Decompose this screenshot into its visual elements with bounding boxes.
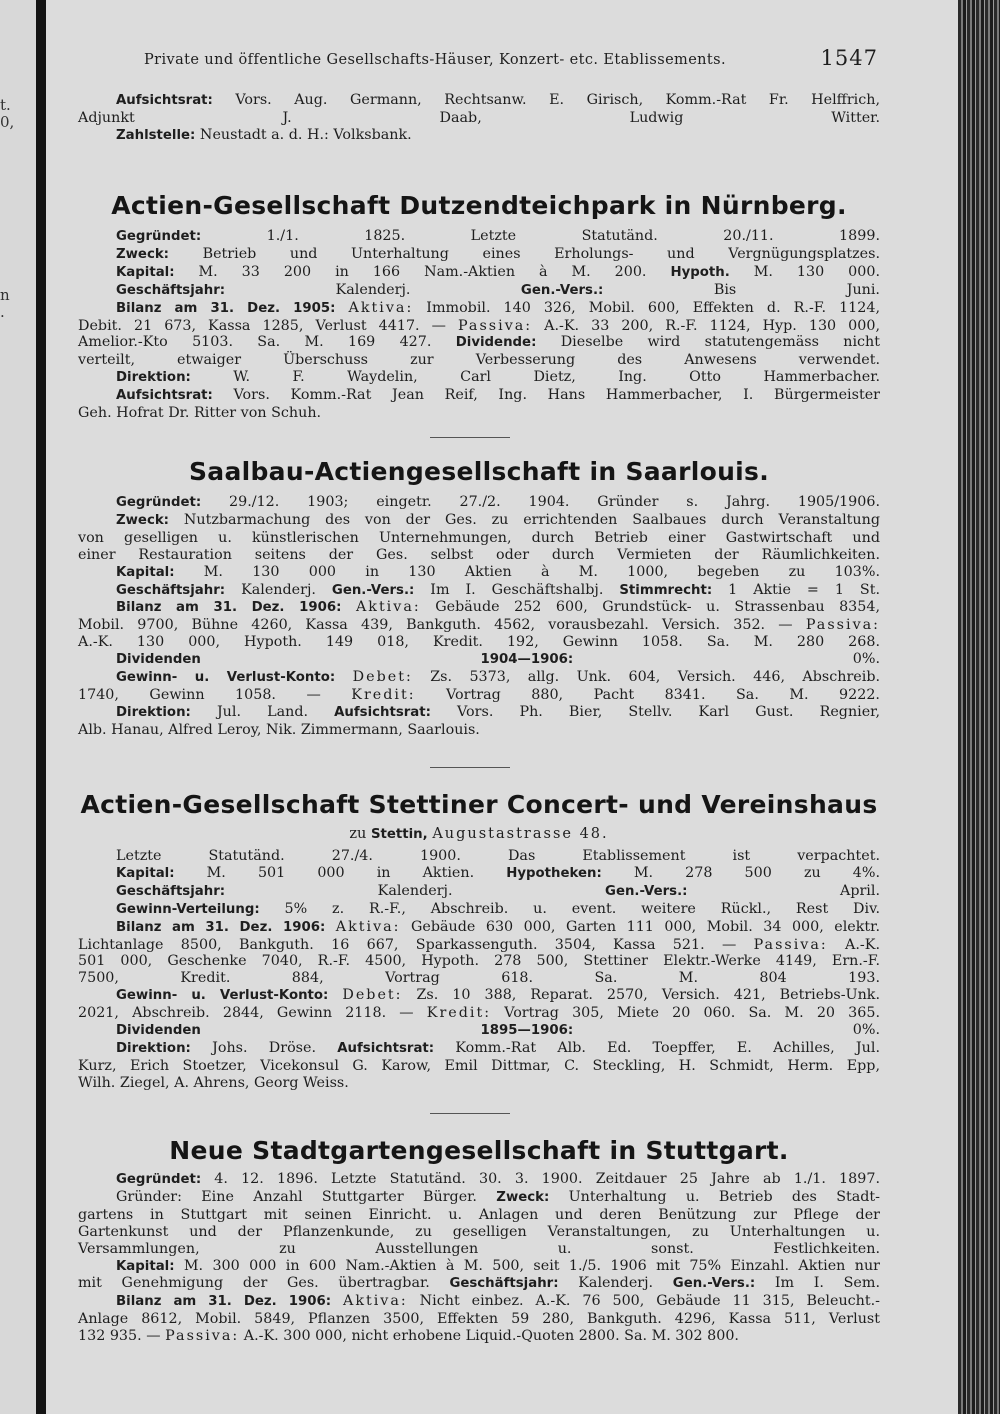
text-run: Im I. Geschäftshalbj. <box>414 581 620 598</box>
running-title: Private und öffentliche Gesellschafts-Häuser, Konzert- etc. Etablissements. <box>144 52 726 68</box>
text-run: W. F. Waydelin, Carl Dietz, Ing. Otto Hammerbacher. <box>190 369 880 386</box>
text-line <box>78 127 880 145</box>
margin-fragment: t. <box>0 96 11 114</box>
field-label: Aufsichtsrat: <box>116 93 213 108</box>
text-line <box>78 369 880 387</box>
text-line <box>78 970 880 987</box>
text-run: Betrieb und Unterhaltung eines Erholungs- und Vergnügungsplatzes. <box>169 245 880 262</box>
text-line <box>78 1075 880 1092</box>
text-run: Nicht einbez. A.-K. 76 500, Gebäude 11 315, Beleucht.- <box>407 1293 880 1310</box>
text-line <box>78 494 880 512</box>
text-run: von geselligen u. künstlerischen Unternehmungen, durch Betrieb einer Gastwirtschaft und <box>78 529 880 546</box>
field-label: Geschäftsjahr: <box>116 582 226 598</box>
field-label: Kapital: <box>116 1258 175 1274</box>
section-subtitle-stettin <box>78 826 880 842</box>
text-run: Vors. Komm.-Rat Jean Reif, Ing. Hans Hammerbacher, I. Bürgermeister <box>212 387 880 404</box>
text-run: 7500, Kredit. 884, Vortrag 618. Sa. M. 804 193. <box>78 970 880 987</box>
text-run: zu <box>349 826 371 842</box>
section-divider <box>430 767 510 768</box>
field-label: Aufsichtsrat: <box>337 1040 435 1056</box>
text-run: Wilh. Ziegel, A. Ahrens, Georg Weiss. <box>78 1074 349 1091</box>
text-run: Geh. Hofrat Dr. Ritter von Schuh. <box>78 405 322 422</box>
text-run: 1 Aktie = 1 St. <box>712 581 880 598</box>
text-run: Letzte Statutänd. 27./4. 1900. Das Etablissement ist verpachtet. <box>116 848 880 864</box>
text-run: 5% z. R.-F., Abschreib. u. event. weitere Rückl., Rest Div. <box>259 900 880 917</box>
section-divider <box>430 437 510 438</box>
text-run: Kurz, Erich Stoetzer, Vicekonsul G. Karow, Emil Dittmar, C. Steckling, H. Schmidt, Herm. Epp, <box>78 1057 880 1074</box>
field-label: Stettin, <box>370 827 428 842</box>
text-run <box>341 599 356 615</box>
text-line <box>78 1005 880 1022</box>
field-label: Gen.-Vers.: <box>520 282 604 298</box>
margin-fragment: 0, <box>0 113 15 131</box>
margin-fragment: n <box>0 286 10 304</box>
text-run: M. 278 500 zu 4%. <box>601 864 881 881</box>
field-label: Bilanz am 31. Dez. 1905: <box>116 300 336 316</box>
text-line <box>78 564 880 582</box>
text-line <box>78 264 880 282</box>
text-run: Kalenderj. <box>225 281 521 298</box>
text-run: Kalenderj. <box>225 882 606 899</box>
text-run: Gründer: Eine Anzahl Stuttgarter Bürger. <box>116 1188 497 1205</box>
text-run: A.-K. 300 000, nicht erhobene Liquid.-Quoten 2800. Sa. M. 302 800. <box>239 1328 739 1345</box>
field-label: Dividende: <box>455 335 537 351</box>
text-line <box>78 901 880 919</box>
text-run <box>331 1293 343 1309</box>
section-body-nuernberg <box>78 228 880 422</box>
field-label: Gegründet: <box>116 229 202 244</box>
text-run: M. 130 000 in 130 Aktien à M. 1000, begeben zu 103%. <box>174 563 880 580</box>
text-run: A.-K. 130 000, Hypoth. 149 018, Kredit. 192, Gewinn 1058. Sa. M. 280 268. <box>78 634 880 651</box>
field-label: Gegründet: <box>116 1172 202 1187</box>
text-run: Lichtanlage 8500, Bankguth. 16 667, Sparkassenguth. 3504, Kassa 521. — <box>78 936 754 953</box>
text-line <box>78 1328 880 1345</box>
text-line <box>78 110 880 127</box>
text-line <box>78 1040 880 1058</box>
field-label: Kapital: <box>116 865 175 881</box>
text-line <box>78 92 880 110</box>
spaced-label: Kredit: <box>351 686 416 703</box>
text-run: 2021, Abschreib. 2844, Gewinn 2118. — <box>78 1005 427 1022</box>
field-label: Dividenden 1904—1906: <box>116 652 574 668</box>
text-line <box>78 530 880 547</box>
field-label: Gewinn-Verteilung: <box>116 901 260 917</box>
spaced-label: Augustastrasse 48. <box>432 826 609 842</box>
text-line <box>78 883 880 901</box>
text-run: M. 300 000 in 600 Nam.-Aktien à M. 500, seit 1./5. 1906 mit 75% Einzahl. Aktien nur <box>174 1257 880 1274</box>
text-run: verteilt, etwaiger Überschuss zur Verbesserung des Anwesens verwendet. <box>78 352 880 369</box>
text-run: Amelior.-Kto 5103. Sa. M. 169 427. <box>78 334 456 351</box>
text-run: 29./12. 1903; eingetr. 27./2. 1904. Gründer s. Jahrg. 1905/1906. <box>201 494 880 510</box>
spaced-label: Aktiva: <box>348 299 414 316</box>
text-line <box>78 1311 880 1328</box>
text-run: April. <box>687 882 880 899</box>
running-header <box>78 46 880 76</box>
text-line <box>78 1224 880 1241</box>
text-run: Neustadt a. d. H.: Volksbank. <box>195 126 412 143</box>
field-label: Gewinn- u. Verlust-Konto: <box>116 670 336 686</box>
spaced-label: Aktiva: <box>355 599 421 616</box>
text-line <box>78 246 880 264</box>
text-line <box>78 634 880 651</box>
field-label: Hypotheken: <box>506 865 602 881</box>
field-label: Direktion: <box>116 1040 191 1056</box>
field-label: Kapital: <box>116 264 175 280</box>
text-line <box>78 352 880 369</box>
text-line <box>78 1189 880 1207</box>
text-run: Dieselbe wird statutengemäss nicht <box>536 334 880 351</box>
left-page-margin-scan <box>0 0 44 1414</box>
field-label: Geschäftsjahr: <box>116 883 226 899</box>
text-run: Gartenkunst und der Pflanzenkunde, zu geselligen Veranstaltungen, zu Unterhaltungen u. <box>78 1223 880 1240</box>
text-run: M. 501 000 in Aktien. <box>174 864 507 881</box>
text-run <box>335 300 348 316</box>
field-label: Dividenden 1895—1906: <box>116 1023 574 1039</box>
text-run: Immobil. 140 326, Mobil. 600, Effekten d. R.-F. 1124, <box>413 299 880 316</box>
text-line <box>78 387 880 405</box>
text-run: Versammlungen, zu Ausstellungen u. sonst. Festlichkeiten. <box>78 1240 880 1257</box>
text-run: gartens in Stuttgart mit seinen Einricht. u. Anlagen und deren Benützung zur Pflege der <box>78 1206 880 1223</box>
spaced-label: Debet: <box>352 669 413 686</box>
section-title-saarlouis: Saalbau-Actiengesellschaft in Saarlouis. <box>188 457 770 486</box>
spaced-label: Passiva: <box>805 617 880 634</box>
text-run: Debit. 21 673, Kassa 1285, Verlust 4417. — <box>78 317 458 334</box>
text-run: Zs. 10 388, Reparat. 2570, Versich. 421, Betriebs-Unk. <box>402 987 881 1004</box>
text-run: 501 000, Geschenke 7040, R.-F. 4500, Hypoth. 278 500, Stettiner Elektr.-Werke 4149, Ern.-F. <box>78 953 880 970</box>
text-line <box>78 512 880 530</box>
field-label: Gen.-Vers.: <box>605 883 688 899</box>
text-run <box>325 919 336 935</box>
text-run: M. 130 000. <box>729 263 880 280</box>
text-line <box>78 582 880 600</box>
text-run: Zs. 5373, allg. Unk. 604, Versich. 446, Abschreib. <box>412 669 881 686</box>
text-line <box>78 1058 880 1075</box>
field-label: Direktion: <box>116 704 191 720</box>
field-label: Bilanz am 31. Dez. 1906: <box>116 600 342 616</box>
text-line <box>78 669 880 687</box>
section-title-stettin: Actien-Gesellschaft Stettiner Concert- und Vereinshaus <box>80 790 878 819</box>
text-line <box>78 228 880 246</box>
text-line <box>78 617 880 634</box>
text-run: Jul. Land. <box>190 703 335 720</box>
page-stack-edge <box>958 0 1000 1414</box>
text-run: mit Genehmigung der Ges. übertragbar. <box>78 1275 450 1292</box>
text-line <box>78 722 880 739</box>
text-run: M. 33 200 in 166 Nam.-Aktien à M. 200. <box>174 263 671 280</box>
field-label: Kapital: <box>116 564 175 580</box>
text-line <box>78 919 880 937</box>
text-run: Vors. Aug. Germann, Rechtsanw. E. Girisch, Komm.-Rat Fr. Helffrich, <box>212 92 880 108</box>
spaced-label: Aktiva: <box>335 918 401 935</box>
text-line <box>78 953 880 970</box>
text-line <box>78 318 880 335</box>
text-line <box>78 1275 880 1293</box>
spaced-label: Debet: <box>342 987 403 1004</box>
text-line <box>78 651 880 669</box>
text-run: 1740, Gewinn 1058. — <box>78 686 352 703</box>
field-label: Aufsichtsrat: <box>334 704 431 720</box>
text-run: Unterhaltung u. Betrieb des Stadt- <box>549 1188 880 1205</box>
text-run: Johs. Dröse. <box>190 1039 338 1056</box>
spaced-label: Passiva: <box>165 1328 240 1345</box>
text-run: 132 935. — <box>78 1328 166 1345</box>
section-body-stettin <box>78 848 880 1092</box>
field-label: Gewinn- u. Verlust-Konto: <box>116 988 329 1004</box>
section-title-stuttgart: Neue Stadtgartengesellschaft in Stuttgart. <box>169 1136 789 1165</box>
field-label: Zweck: <box>116 512 169 528</box>
text-line <box>78 1171 880 1189</box>
text-line <box>78 282 880 300</box>
text-line <box>78 865 880 883</box>
text-line <box>78 1022 880 1040</box>
text-line <box>78 300 880 318</box>
field-label: Zahlstelle: <box>116 127 196 143</box>
spaced-label: Passiva: <box>753 936 828 953</box>
text-line <box>78 848 880 865</box>
section-body-stuttgart <box>78 1171 880 1345</box>
text-run: 1./1. 1825. Letzte Statutänd. 20./11. 1899. <box>201 228 880 244</box>
text-line <box>78 334 880 352</box>
text-run: Anlage 8612, Mobil. 5849, Pflanzen 3500, Effekten 59 280, Bankguth. 4296, Kassa 511, Verlust <box>78 1311 880 1328</box>
field-label: Geschäftsjahr: <box>116 282 226 298</box>
text-run: Mobil. 9700, Bühne 4260, Kassa 439, Bankguth. 4562, vorausbezahl. Versich. 352. — <box>78 617 806 634</box>
text-run: Nutzbarmachung des von der Ges. zu errichtenden Saalbaues durch Veranstaltung <box>169 511 880 528</box>
field-label: Gen.-Vers.: <box>672 1276 756 1292</box>
text-run: A.-K. 33 200, R.-F. 1124, Hyp. 130 000, <box>532 317 880 334</box>
text-run <box>328 987 342 1003</box>
text-run: Gebäude 252 600, Grundstück- u. Strassenbau 8354, <box>420 599 881 616</box>
field-label: Gegründet: <box>116 495 202 510</box>
text-line <box>78 1258 880 1276</box>
spaced-label: Kredit: <box>426 1005 492 1022</box>
text-line <box>78 405 880 422</box>
text-run <box>335 669 352 685</box>
text-line <box>78 1241 880 1258</box>
margin-fragment: . <box>0 303 5 321</box>
text-run: Vortrag 880, Pacht 8341. Sa. M. 9222. <box>415 686 880 703</box>
field-label: Geschäftsjahr: <box>449 1276 559 1292</box>
field-label: Zweck: <box>116 246 169 262</box>
intro-block <box>78 92 880 145</box>
text-line <box>78 987 880 1005</box>
text-run: Im I. Sem. <box>755 1275 880 1292</box>
text-run: Alb. Hanau, Alfred Leroy, Nik. Zimmermann, Saarlouis. <box>78 721 480 738</box>
field-label: Direktion: <box>116 370 191 386</box>
field-label: Aufsichtsrat: <box>116 388 213 404</box>
field-label: Zweck: <box>496 1189 550 1205</box>
field-label: Hypoth. <box>670 264 730 280</box>
text-run: Gebäude 630 000, Garten 111 000, Mobil. 34 000, elektr. <box>400 918 880 935</box>
text-run: 4. 12. 1896. Letzte Statutänd. 30. 3. 1900. Zeitdauer 25 Jahre ab 1./1. 1897. <box>201 1171 880 1187</box>
spaced-label: Passiva: <box>457 317 533 334</box>
field-label: Gen.-Vers.: <box>331 582 415 598</box>
text-run: einer Restauration seitens der Ges. selbst oder durch Vermieten der Räumlichkeiten. <box>78 546 880 563</box>
text-run: A.-K. <box>827 936 880 953</box>
field-label: Bilanz am 31. Dez. 1906: <box>116 1294 332 1310</box>
text-line <box>78 687 880 704</box>
text-run: Adjunkt J. Daab, Ludwig Witter. <box>78 109 880 126</box>
section-title-nuernberg: Actien-Gesellschaft Dutzendteichpark in Nürnberg. <box>111 191 847 220</box>
text-run: Komm.-Rat Alb. Ed. Toepffer, E. Achilles, Jul. <box>434 1039 880 1056</box>
text-run: Vortrag 305, Miete 20 060. Sa. M. 20 365. <box>491 1005 880 1022</box>
book-binding-shadow <box>36 0 46 1414</box>
text-line <box>78 704 880 722</box>
text-run: Kalenderj. <box>225 581 332 598</box>
text-line <box>78 1207 880 1224</box>
document-page <box>78 0 880 1414</box>
spaced-label: Aktiva: <box>343 1293 408 1310</box>
field-label: Stimmrecht: <box>619 582 713 598</box>
text-run: Kalenderj. <box>558 1275 673 1292</box>
text-run: Vors. Ph. Bier, Stellv. Karl Gust. Regnier, <box>430 703 880 720</box>
section-divider <box>430 1113 510 1114</box>
field-label: Bilanz am 31. Dez. 1906: <box>116 919 326 935</box>
text-line <box>78 937 880 954</box>
text-line <box>78 1293 880 1311</box>
section-body-saarlouis <box>78 494 880 739</box>
text-run: Bis Juni. <box>603 281 880 298</box>
text-run: 0%. <box>573 651 880 668</box>
text-run: 0%. <box>573 1022 880 1039</box>
page-number: 1547 <box>820 46 878 70</box>
text-line <box>78 599 880 617</box>
text-line <box>78 547 880 564</box>
